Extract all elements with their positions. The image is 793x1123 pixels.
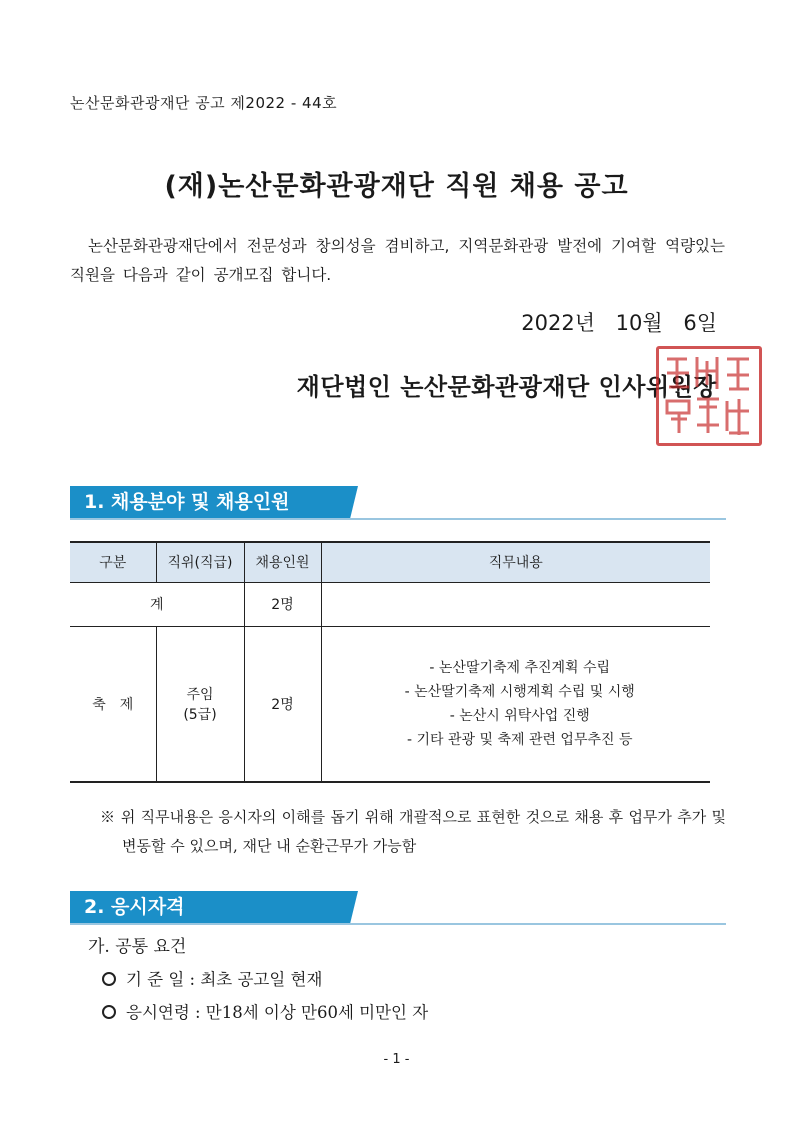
total-count: 2명	[244, 582, 321, 626]
intro-paragraph: 논산문화관광재단에서 전문성과 창의성을 겸비하고, 지역문화관광 발전에 기여할 역량있는 직원을 다음과 같이 공개모집 합니다.	[70, 237, 725, 284]
duty-note: ※ 위 직무내용은 응시자의 이해를 돕기 위해 개괄적으로 표현한 것으로 채용 후 업무가 추가 및 변동할 수 있으며, 재단 내 순환근무가 가능함	[100, 808, 726, 855]
table-row-total	[70, 582, 710, 626]
duties-list	[330, 656, 711, 752]
requirement-item	[102, 966, 322, 990]
table-header-row	[70, 542, 710, 582]
col-header-count: 채용인원	[244, 542, 321, 582]
position-title: 주임	[186, 686, 214, 703]
duty-item: - 논산딸기축제 추진계획 수립	[429, 659, 611, 676]
requirement-item	[102, 999, 428, 1023]
col-header-duties: 직무내용	[321, 542, 710, 582]
official-seal-icon	[656, 346, 762, 446]
table-row	[70, 626, 710, 782]
signer-name: 재단법인 논산문화관광재단 인사위원장	[296, 373, 717, 401]
section-divider	[70, 518, 726, 520]
page-number: - 1 -	[383, 1052, 410, 1067]
category-cell: 축 제	[70, 626, 156, 782]
section-heading-qualifications: 2. 응시자격	[70, 891, 350, 924]
duty-item: - 기타 관광 및 축제 관련 업무추진 등	[406, 731, 633, 748]
recruitment-table	[70, 541, 710, 783]
section-divider	[70, 923, 726, 925]
notice-number: 논산문화관광재단 공고 제2022 - 44호	[70, 94, 338, 112]
duty-item: - 논산딸기축제 시행계획 수립 및 시행	[404, 683, 635, 700]
circle-bullet-icon	[102, 972, 116, 986]
notice-date: 2022년 10월 6일	[521, 311, 717, 335]
duties-cell	[321, 626, 710, 782]
col-header-position: 직위(직급)	[156, 542, 244, 582]
requirement-text: 기 준 일 : 최초 공고일 현재	[126, 970, 323, 989]
section-heading-recruitment: 1. 채용분야 및 채용인원	[70, 486, 350, 519]
circle-bullet-icon	[102, 1005, 116, 1019]
common-requirements-heading: 가. 공통 요건	[88, 937, 187, 957]
total-duties-empty	[321, 582, 710, 626]
col-header-category: 구분	[70, 542, 156, 582]
requirement-text: 응시연령 : 만18세 이상 만60세 미만인 자	[126, 1003, 429, 1022]
page-title: (재)논산문화관광재단 직원 채용 공고	[164, 171, 629, 202]
duty-item: - 논산시 위탁사업 진행	[449, 707, 590, 724]
position-grade: (5급)	[183, 706, 217, 723]
total-label: 계	[70, 582, 244, 626]
position-cell	[156, 626, 244, 782]
count-cell: 2명	[244, 626, 321, 782]
